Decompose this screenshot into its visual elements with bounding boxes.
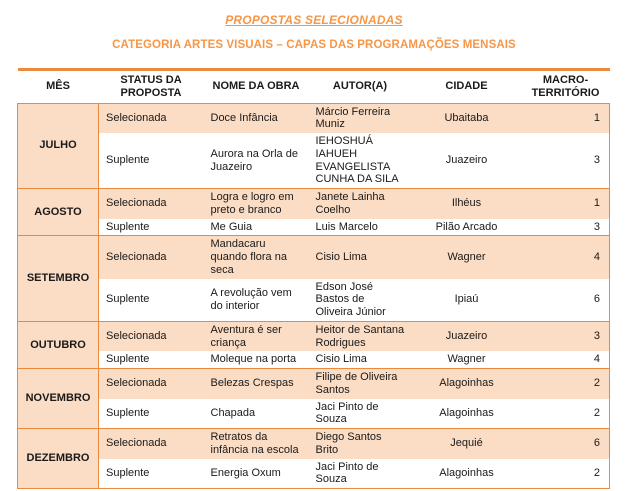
status-cell: Selecionada <box>99 321 204 351</box>
obra-cell: Me Guia <box>204 219 309 236</box>
obra-cell: Doce Infância <box>204 103 309 133</box>
table-row <box>18 459 610 489</box>
autor-cell: Janete Lainha Coelho <box>309 189 412 219</box>
autor-cell: Luis Marcelo <box>309 219 412 236</box>
table-row <box>18 321 610 351</box>
territorio-cell: 2 <box>522 459 610 489</box>
autor-cell: Cisio Lima <box>309 351 412 368</box>
autor-cell: Jaci Pinto de Souza <box>309 399 412 429</box>
status-cell: Selecionada <box>99 103 204 133</box>
obra-cell: Belezas Crespas <box>204 369 309 399</box>
obra-cell: Aurora na Orla de Juazeiro <box>204 133 309 189</box>
territorio-cell: 4 <box>522 236 610 279</box>
cidade-cell: Wagner <box>412 236 522 279</box>
status-cell: Suplente <box>99 459 204 489</box>
autor-cell: Jaci Pinto de Souza <box>309 459 412 489</box>
territorio-cell: 6 <box>522 429 610 459</box>
status-cell: Suplente <box>99 351 204 368</box>
status-cell: Selecionada <box>99 429 204 459</box>
status-cell: Selecionada <box>99 369 204 399</box>
table-row <box>18 219 610 236</box>
header-status: STATUS DA PROPOSTA <box>99 70 204 104</box>
obra-cell: A revolução vem do interior <box>204 279 309 322</box>
table-row <box>18 399 610 429</box>
cidade-cell: Ubaitaba <box>412 103 522 133</box>
header-obra: NOME DA OBRA <box>204 70 309 104</box>
table-row <box>18 133 610 189</box>
status-cell: Suplente <box>99 219 204 236</box>
header-territorio: MACRO-TERRITÓRIO <box>522 70 610 104</box>
cidade-cell: Juazeiro <box>412 133 522 189</box>
cidade-cell: Wagner <box>412 351 522 368</box>
obra-cell: Aventura é ser criança <box>204 321 309 351</box>
territorio-cell: 3 <box>522 133 610 189</box>
month-cell-agosto: AGOSTO <box>18 189 99 236</box>
autor-cell: Filipe de Oliveira Santos <box>309 369 412 399</box>
territorio-cell: 3 <box>522 321 610 351</box>
obra-cell: Mandacaru quando flora na seca <box>204 236 309 279</box>
month-cell-dezembro: DEZEMBRO <box>18 429 99 489</box>
cidade-cell: Juazeiro <box>412 321 522 351</box>
table-body <box>18 103 610 489</box>
autor-cell: Edson José Bastos de Oliveira Júnior <box>309 279 412 322</box>
obra-cell: Energia Oxum <box>204 459 309 489</box>
territorio-cell: 3 <box>522 219 610 236</box>
autor-cell: Diego Santos Brito <box>309 429 412 459</box>
table-header <box>18 70 610 104</box>
territorio-cell: 6 <box>522 279 610 322</box>
cidade-cell: Pilão Arcado <box>412 219 522 236</box>
month-cell-novembro: NOVEMBRO <box>18 369 99 429</box>
autor-cell: IEHOSHUÁ IAHUEH EVANGELISTA CUNHA DA SILA <box>309 133 412 189</box>
table-header-row <box>18 70 610 104</box>
cidade-cell: Jequié <box>412 429 522 459</box>
table-row <box>18 351 610 368</box>
obra-cell: Moleque na porta <box>204 351 309 368</box>
territorio-cell: 2 <box>522 369 610 399</box>
obra-cell: Logra e logro em preto e branco <box>204 189 309 219</box>
territorio-cell: 2 <box>522 399 610 429</box>
table-row <box>18 189 610 219</box>
cidade-cell: Ilhéus <box>412 189 522 219</box>
table-row <box>18 279 610 322</box>
status-cell: Selecionada <box>99 189 204 219</box>
page-subtitle: CATEGORIA ARTES VISUAIS – CAPAS DAS PROGRAMAÇÕES MENSAIS <box>112 39 516 51</box>
status-cell: Suplente <box>99 279 204 322</box>
territorio-cell: 1 <box>522 189 610 219</box>
status-cell: Suplente <box>99 399 204 429</box>
page-title: PROPOSTAS SELECIONADAS <box>225 13 403 27</box>
header-cidade: CIDADE <box>412 70 522 104</box>
month-cell-julho: JULHO <box>18 103 99 189</box>
cidade-cell: Ipiaú <box>412 279 522 322</box>
cidade-cell: Alagoinhas <box>412 399 522 429</box>
table-row <box>18 236 610 279</box>
table-row <box>18 429 610 459</box>
autor-cell: Márcio Ferreira Muniz <box>309 103 412 133</box>
month-cell-outubro: OUTUBRO <box>18 321 99 368</box>
status-cell: Suplente <box>99 133 204 189</box>
territorio-cell: 1 <box>522 103 610 133</box>
cidade-cell: Alagoinhas <box>412 369 522 399</box>
header-autor: AUTOR(A) <box>309 70 412 104</box>
table-row <box>18 369 610 399</box>
cidade-cell: Alagoinhas <box>412 459 522 489</box>
obra-cell: Retratos da infância na escola <box>204 429 309 459</box>
territorio-cell: 4 <box>522 351 610 368</box>
autor-cell: Cisio Lima <box>309 236 412 279</box>
month-cell-setembro: SETEMBRO <box>18 236 99 322</box>
table-row <box>18 103 610 133</box>
autor-cell: Heitor de Santana Rodrigues <box>309 321 412 351</box>
header-mes: MÊS <box>18 70 99 104</box>
obra-cell: Chapada <box>204 399 309 429</box>
status-cell: Selecionada <box>99 236 204 279</box>
proposals-table <box>17 68 610 489</box>
